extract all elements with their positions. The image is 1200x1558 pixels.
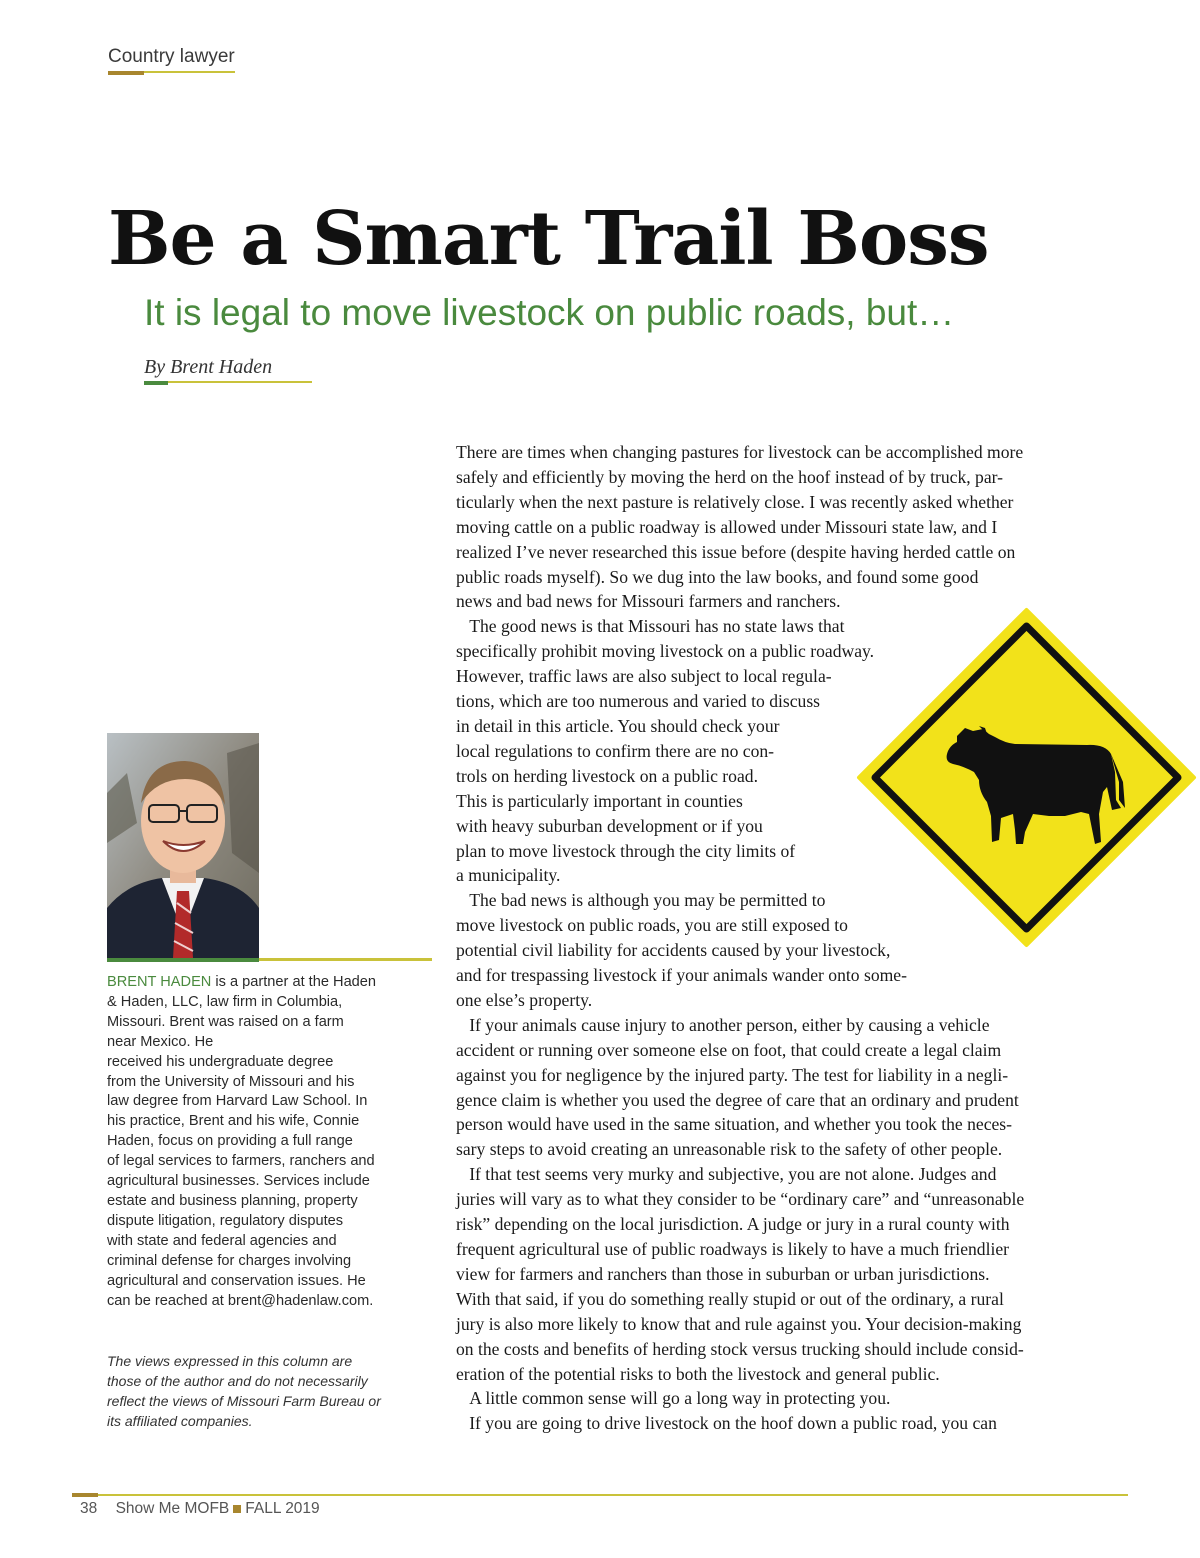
article-line: tions, which are too numerous and varied to discuss xyxy=(456,691,821,712)
disclaimer-line: its affiliated companies. xyxy=(107,1413,253,1429)
section-label-accent xyxy=(108,71,144,75)
article-line: The good news is that Missouri has no state laws that xyxy=(456,616,845,637)
bio-line: criminal defense for charges involving xyxy=(107,1252,352,1269)
page-number: 38 xyxy=(80,1500,98,1517)
article-line: There are times when changing pastures for livestock can be accomplished more xyxy=(456,442,1024,462)
byline xyxy=(144,356,312,383)
article-line: jury is also more likely to know that and rule against you. Your decision-making xyxy=(456,1313,1022,1334)
article-line: potential civil liability for accidents caused by your livestock, xyxy=(456,940,891,961)
bio-line: agricultural and conservation issues. He xyxy=(107,1272,366,1289)
article-line: gence claim is whether you used the degree of care that an ordinary and prudent xyxy=(456,1089,1019,1110)
bio-line: can be reached at brent@hadenlaw.com. xyxy=(107,1292,374,1309)
article-line: A little common sense will go a long way in protecting you. xyxy=(456,1388,891,1409)
bio-name: BRENT HADEN xyxy=(107,974,212,990)
article-line: in detail in this article. You should check your xyxy=(456,715,780,736)
author-bio xyxy=(107,973,407,1311)
disclaimer-line: The views expressed in this column are xyxy=(107,1353,353,1369)
bio-line: dispute litigation, regulatory disputes xyxy=(107,1212,344,1229)
article-title: Be a Smart Trail Boss xyxy=(108,196,989,282)
bio-line: received his undergraduate degree xyxy=(107,1053,334,1070)
disclaimer-line: those of the author and do not necessarily xyxy=(107,1373,368,1389)
bio-line: & Haden, LLC, law firm in Columbia, xyxy=(107,993,343,1010)
article-line: local regulations to confirm there are no con- xyxy=(456,740,775,761)
article-line: one else’s property. xyxy=(456,989,593,1010)
article-line: specifically prohibit moving livestock on a public roadway. xyxy=(456,641,875,662)
bio-line: Missouri. Brent was raised on a farm xyxy=(107,1013,344,1030)
article-line: move livestock on public roads, you are still exposed to xyxy=(456,915,848,936)
author-portrait-icon xyxy=(107,733,259,958)
author-photo xyxy=(107,733,259,958)
article-subtitle: It is legal to move livestock on public roads, but… xyxy=(144,292,955,333)
footer-separator-icon xyxy=(233,1505,241,1513)
article-line: sary steps to avoid creating an unreasonable risk to the safety of other people. xyxy=(456,1139,1003,1160)
article-line: However, traffic laws are also subject to local regula- xyxy=(456,666,832,687)
bio-line: Haden, focus on providing a full range xyxy=(107,1133,353,1150)
bio-line: near Mexico. He xyxy=(107,1033,214,1050)
article-line: eration of the potential risks to both the livestock and general public. xyxy=(456,1363,940,1384)
article-line: public roads myself). So we dug into the law books, and found some good xyxy=(456,566,979,587)
article-line: The bad news is although you may be permitted to xyxy=(456,890,826,911)
disclaimer-line: reflect the views of Missouri Farm Bureau or xyxy=(107,1393,381,1409)
bio-line: with state and federal agencies and xyxy=(107,1232,337,1249)
bio-first-line: is a partner at the Haden xyxy=(211,974,377,990)
photo-rule-accent xyxy=(107,958,259,962)
footer-rule-accent xyxy=(72,1493,98,1497)
bio-lines xyxy=(107,993,407,1312)
byline-accent xyxy=(144,381,168,385)
article-line: safely and efficiently by moving the herd on the hoof instead of by truck, par- xyxy=(456,466,1004,487)
bio-line: estate and business planning, property xyxy=(107,1192,358,1209)
article-line: a municipality. xyxy=(456,865,561,886)
cattle-crossing-sign xyxy=(853,604,1200,951)
article-line: against you for negligence by the injured party. The test for liability in a negli- xyxy=(456,1064,1009,1085)
bio-line: his practice, Brent and his wife, Connie xyxy=(107,1113,360,1130)
article-line: If that test seems very murky and subjective, you are not alone. Judges and xyxy=(456,1164,997,1185)
article-line: juries will vary as to what they consider to be “ordinary care” and “unreasonable xyxy=(456,1189,1025,1210)
article-line: frequent agricultural use of public roadways is likely to have a much friendlier xyxy=(456,1239,1010,1259)
photo-rule xyxy=(107,958,432,961)
article-line: plan to move livestock through the city limits of xyxy=(456,840,796,861)
article-line: accident or running over someone else on foot, that could create a legal claim xyxy=(456,1039,1002,1060)
byline-text: By Brent Haden xyxy=(144,356,273,378)
bio-line: of legal services to farmers, ranchers and xyxy=(107,1153,375,1170)
article-line: moving cattle on a public roadway is allowed under Missouri state law, and I xyxy=(456,516,998,537)
article-line: If you are going to drive livestock on the hoof down a public road, you can xyxy=(456,1413,997,1434)
article-line: and for trespassing livestock if your animals wander onto some- xyxy=(456,965,907,986)
bio-line: agricultural businesses. Services include xyxy=(107,1173,370,1190)
article-line: This is particularly important in counties xyxy=(456,790,743,811)
article-line: risk” depending on the local jurisdiction. A judge or jury in a rural county with xyxy=(456,1214,1010,1235)
article-line: ticularly when the next pasture is relatively close. I was recently asked whether xyxy=(456,491,1014,512)
magazine-name: Show Me MOFB xyxy=(115,1500,230,1517)
article-line: person would have used in the same situation, and whether you took the neces- xyxy=(456,1114,1013,1135)
article-line: view for farmers and ranchers than those in suburban or urban jurisdictions. xyxy=(456,1263,990,1284)
issue-label: FALL 2019 xyxy=(245,1500,320,1517)
section-label xyxy=(108,46,235,73)
article-line: If your animals cause injury to another person, either by causing a vehicle xyxy=(456,1014,990,1035)
article-line: realized I’ve never researched this issue before (despite having herded cattle on xyxy=(456,541,1016,562)
article-line: with heavy suburban development or if you xyxy=(456,815,763,836)
article-line: on the costs and benefits of herding stock versus trucking should include consid- xyxy=(456,1338,1024,1359)
section-label-text: Country lawyer xyxy=(108,46,235,67)
article-line: With that said, if you do something really stupid or out of the ordinary, a rural xyxy=(456,1288,1004,1309)
article-line: news and bad news for Missouri farmers and ranchers. xyxy=(456,591,841,612)
bio-line: law degree from Harvard Law School. In xyxy=(107,1093,368,1110)
disclaimer xyxy=(107,1351,417,1431)
bio-line xyxy=(107,973,407,993)
bio-line: from the University of Missouri and his xyxy=(107,1073,355,1090)
footer-rule xyxy=(72,1494,1128,1496)
cattle-crossing-sign-icon xyxy=(853,604,1200,951)
article-line: trols on herding livestock on a public road. xyxy=(456,765,758,786)
page-footer xyxy=(80,1500,320,1518)
